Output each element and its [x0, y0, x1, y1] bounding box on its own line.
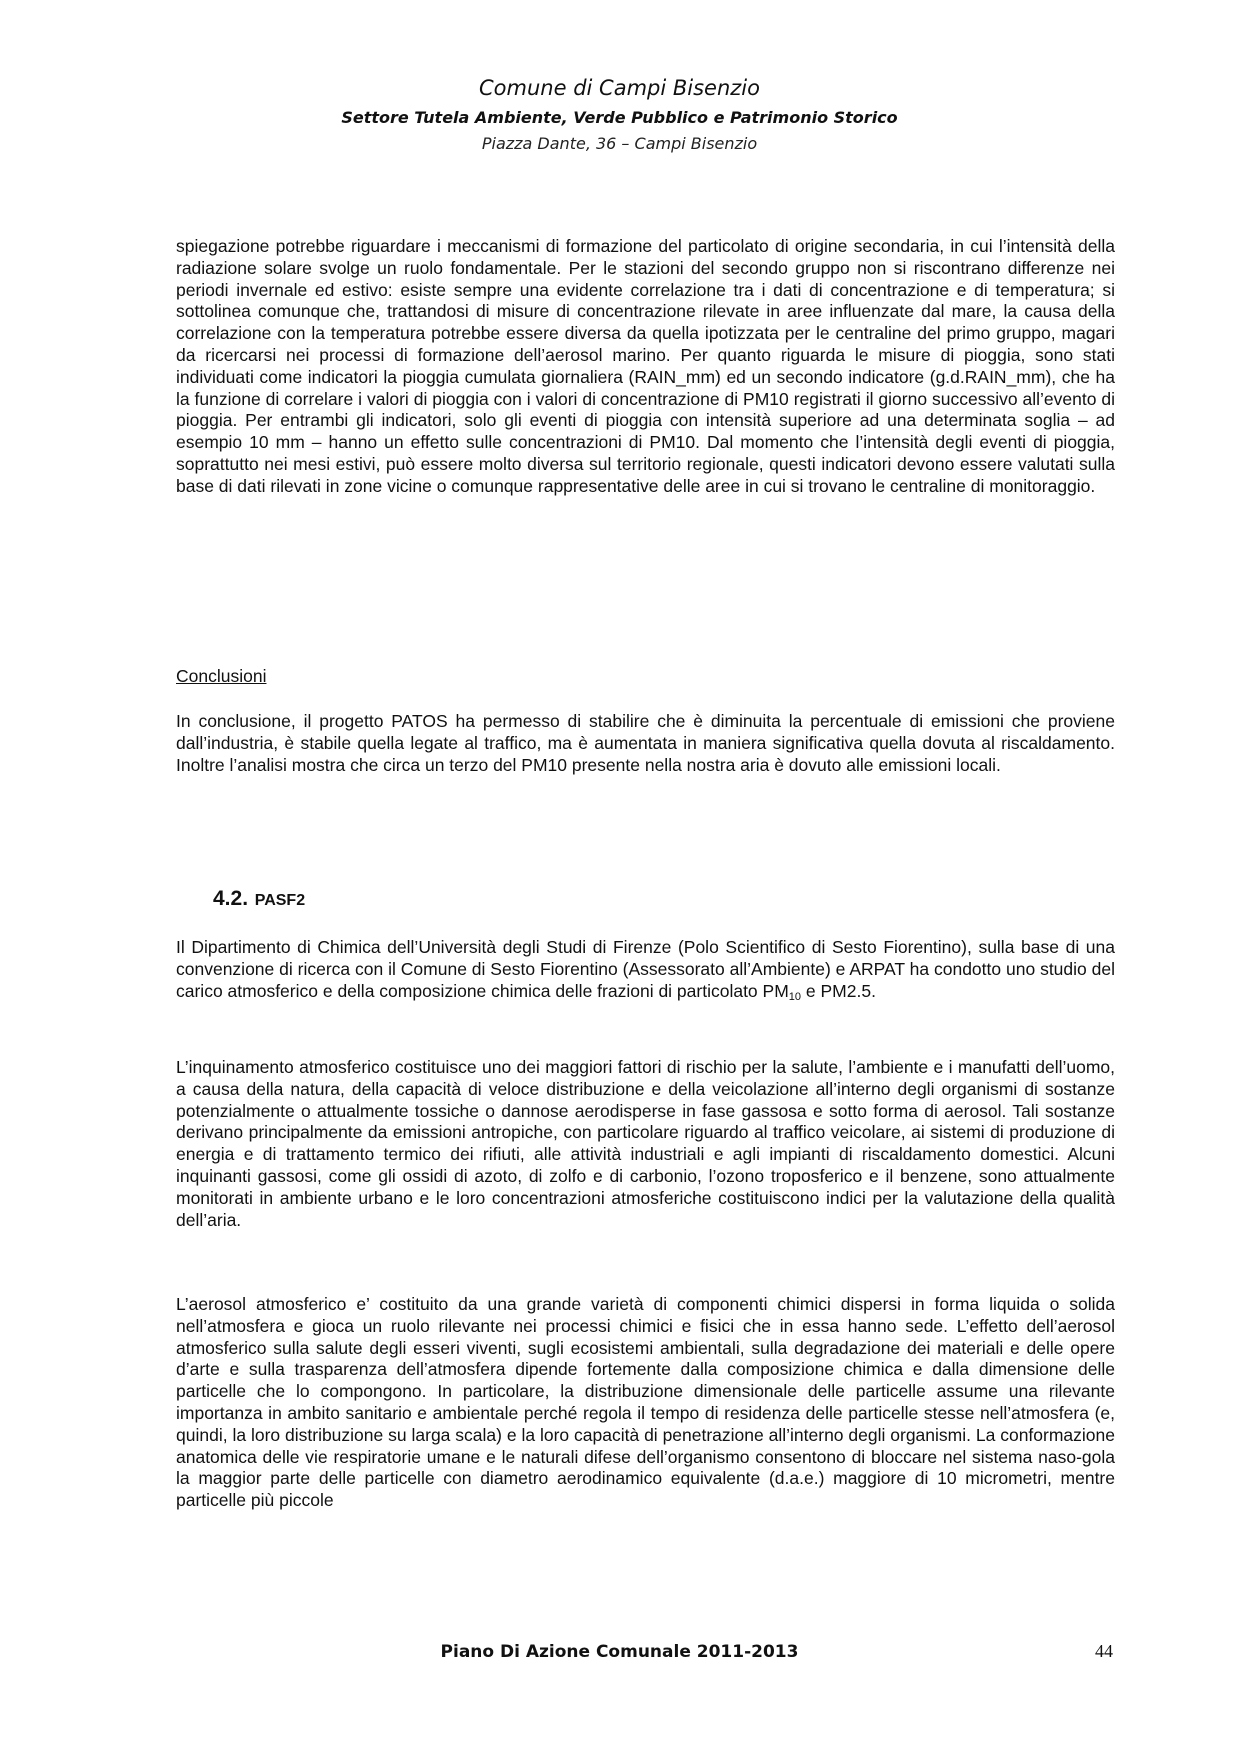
conclusions-paragraph: In conclusione, il progetto PATOS ha permesso di stabilire che è diminuita la percentuale di emissioni che proviene dall’industria, è stabile quella legate al traffico, ma è aumentata in maniera significativa quella dovuta al riscaldamento. Inoltre l’analisi mostra che circa un terzo del PM10 presente nella nostra aria è dovuto alle emissioni locali.: [176, 711, 1115, 775]
section-paragraph-pollution: L’inquinamento atmosferico costituisce uno dei maggiori fattori di rischio per la salute, l’ambiente e i manufatti dell’uomo, a causa della natura, della capacità di veloce distribuzione e della veicolazione all’interno degli organismi di sostanze potenzialmente o attualmente tossiche o dannose aerodisperse in fase gassosa e sotto forma di aerosol. Tali sostanze derivano principalmente da emissioni antropiche, con particolare riguardo al traffico veicolare, ai sistemi di produzione di energia e di trattamento termico dei rifiuti, alle attività industriali e agli impianti di riscaldamento domestici. Alcuni inquinanti gassosi, come gli ossidi di azoto, di zolfo e di carbonio, l’ozono troposferico e il benzene, sono attualmente monitorati in ambiente urbano e le loro concentrazioni atmosferiche costituiscono indici per la valutazione della qualità dell’aria.: [176, 1057, 1115, 1230]
study-text-end: e PM2.5.: [801, 980, 876, 1001]
section-number: 4.2.: [213, 887, 249, 910]
section-heading: [213, 884, 305, 912]
conclusions-heading: Conclusioni: [176, 666, 267, 686]
section-paragraph-aerosol: L’aerosol atmosferico e’ costituito da una grande varietà di componenti chimici dispersi in forma liquida o solida nell’atmosfera e gioca un ruolo rilevante nei processi chimici e fisici che in essa hanno sede. L’effetto dell’aerosol atmosferico sulla salute degli esseri viventi, sugli ecosistemi ambientali, sulla degradazione dei materiali e delle opere d’arte e sulla trasparenza dell’atmosfera dipende fortemente dalla composizione chimica e dalla dimensione delle particelle che lo compongono. In particolare, la distribuzione dimensionale delle particelle assume una rilevante importanza in ambito sanitario e ambientale perché regola il tempo di residenza delle particelle stesse nell’atmosfera (e, quindi, la loro distribuzione su larga scala) e la loro capacità di penetrazione all’interno degli organismi. La conformazione anatomica delle vie respiratorie umane e le naturali difese dell’organismo consentono di bloccare nel sistema naso-gola la maggior parte delle particelle con diametro aerodinamico equivalente (d.a.e.) maggiore di 10 micrometri, mentre particelle più piccole: [176, 1294, 1115, 1511]
header-department: Settore Tutela Ambiente, Verde Pubblico e Patrimonio Storico: [341, 108, 898, 127]
footer-plan-title: Piano Di Azione Comunale 2011-2013: [440, 1642, 799, 1662]
section-title: PASF2: [254, 892, 306, 909]
section-paragraph-study: [176, 937, 1115, 1002]
study-text: Il Dipartimento di Chimica dell’Università degli Studi di Firenze (Polo Scientifico di Sesto Fiorentino), sulla base di una convenzione di ricerca con il Comune di Sesto Fiorentino (Assessorato all’Ambiente) e ARPAT ha condotto uno studio del carico atmosferico e della composizione chimica delle frazioni di particolato PM: [176, 937, 1115, 1001]
paragraph-rain-indicators: spiegazione potrebbe riguardare i meccanismi di formazione del particolato di origine secondaria, in cui l’intensità della radiazione solare svolge un ruolo fondamentale. Per le stazioni del secondo gruppo non si riscontrano differenze nei periodi invernale ed estivo: esiste sempre una evidente correlazione tra i dati di concentrazione e di temperatura; si sottolinea comunque che, trattandosi di misure di concentrazione rilevate in aree influenzate dal mare, la causa della correlazione con la temperatura potrebbe essere diversa da quella ipotizzata per le centraline del primo gruppo, magari da ricercarsi nei processi di formazione dell’aerosol marino. Per quanto riguarda le misure di pioggia, sono stati individuati come indicatori la pioggia cumulata giornaliera (RAIN_mm) ed un secondo indicatore (g.d.RAIN_mm), che ha la funzione di correlare i valori di pioggia con i valori di concentrazione di PM10 registrati il giorno successivo all’evento di pioggia. Per entrambi gli indicatori, solo gli eventi di pioggia con intensità superiore ad una determinata soglia – ad esempio 10 mm – hanno un effetto sulle concentrazioni di PM10. Dal momento che l’intensità degli eventi di pioggia, soprattutto nei mesi estivi, può essere molto diversa sul territorio regionale, questi indicatori devono essere valutati sulla base di dati rilevati in zone vicine o comunque rappresentative delle aree in cui si trovano le centraline di monitoraggio.: [176, 236, 1115, 496]
pm-subscript: 10: [788, 990, 802, 1003]
page-number: 44: [1095, 1641, 1113, 1661]
header-address: Piazza Dante, 36 – Campi Bisenzio: [481, 134, 758, 153]
header-municipality-title: Comune di Campi Bisenzio: [479, 76, 760, 100]
